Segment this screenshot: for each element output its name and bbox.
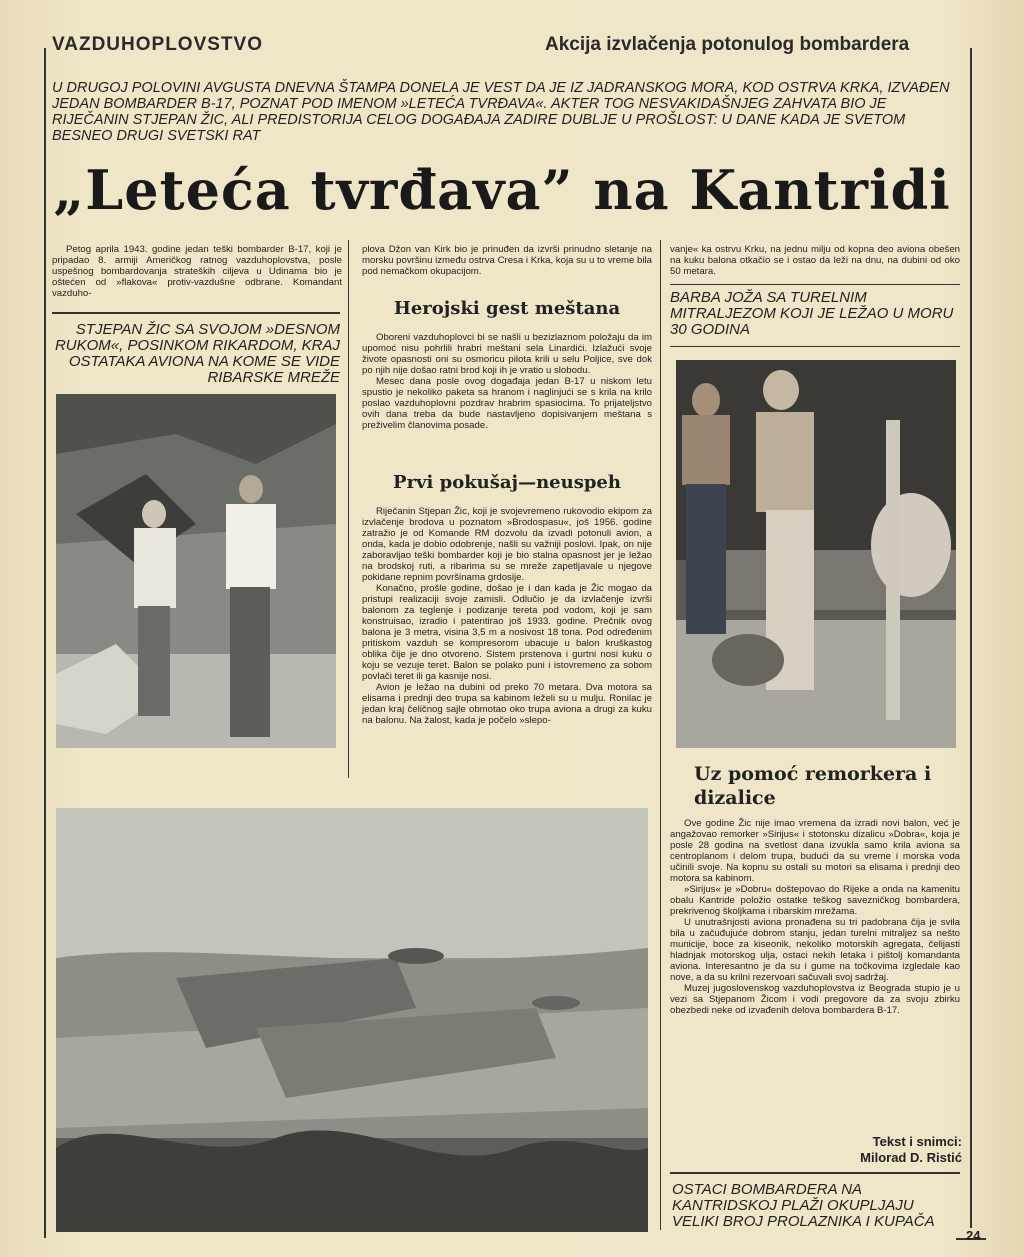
column-divider-1 <box>348 240 349 778</box>
paragraph: »Sirijus« je »Dobru« doštepovao do Rijeke a onda na kamenitu obalu Kantride položio ostatke teškog savezničkog bombardera, prekrivenog školjkama i ribarskim mrežama. <box>670 884 960 917</box>
subheading-first-attempt: Prvi pokušaj—neuspeh <box>393 472 621 493</box>
column-2-text-top <box>362 244 652 277</box>
paragraph: plova Džon van Kirk bio je prinuđen da izvrši prinudno sletanje na morsku površinu između ostrva Cresa i Krka, koja su u to vreme bila pod nemačkom okupacijom. <box>362 244 652 277</box>
column-divider-2 <box>660 240 661 1230</box>
paragraph: U unutrašnjosti aviona pronađena su tri padobrana čija je svila bila u začuđujuće dobrom stanju, jedan turelni mitraljez sa nešto municije, boce za kiseonik, nekoliko motorskih agregata, čelijasti hladnjak motorskog ulja, ostaci nekih letaka i pištolj komandanta aviona. Interesantno je da su i gume na točkovima izgledale kao nove, a da su krilni rezervoari sačuvali svoj sadržaj. <box>670 917 960 983</box>
photo-barba-joza-with-gun <box>676 360 956 748</box>
column-3-text-top <box>670 244 960 277</box>
photo-beach-wreckage <box>56 808 648 1232</box>
caption-rule <box>670 1172 960 1174</box>
credit-author: Milorad D. Ristić <box>860 1150 962 1165</box>
photo-caption-2: BARBA JOŽA SA TURELNIM MITRALJEZOM KOJI JE LEŽAO U MORU 30 GODINA <box>670 289 954 338</box>
paragraph: Avion je ležao na dubini od preko 70 metara. Dva motora sa elisama i prednji deo trupa sa kabinom leželi su u mulju. Ronilac je jedan kraj čeličnog sajle obmotao oko trupa aviona a drugi za kuku na balonu. Na žalost, kada je počelo »slepo- <box>362 682 652 726</box>
paragraph: Konačno, prošle godine, došao je i dan kada je Žic mogao da pristupi realizaciji svoje zamisli. Odlučio je da izvlačenje izvrši balonom za teglenje i podizanje tereta pod vodom, koji je sam konstruisao, izradio i patentirao još 1933. godine. Prečnik ovog balona je 3 metra, visina 3,5 m a nosivost 18 tona. Pod određenim pritiskom vazduh se kompresorom ubacuje u balon kruškastog oblika čije je dno otvoreno. Sistem prstenova i gurtni nosi kuku o koju se vezuje teret. Balon se polako puni i istovremeno za sobom povlači teret ili ga kasnije nosi. <box>362 583 652 682</box>
credit-label: Tekst i snimci: <box>872 1134 962 1149</box>
subheading-heroic-gesture: Herojski gest meštana <box>393 298 621 319</box>
column-1-text <box>52 244 342 299</box>
column-3-text-bottom <box>670 818 960 1016</box>
photo-image <box>56 394 336 748</box>
author-credit <box>760 1134 962 1166</box>
caption-rule <box>670 346 960 347</box>
subheading-tugboat-crane: Uz pomoć remorkera i dizalice <box>694 763 932 809</box>
paragraph: vanje« ka ostrvu Krku, na jednu milju od kopna deo aviona obešen na kuku balona otkačio se i ostao da leži na dnu, na dubini od oko 50 metara. <box>670 244 960 277</box>
left-border-rule <box>44 48 46 1238</box>
column-2-text-bottom <box>362 506 652 726</box>
article-intro: U DRUGOJ POLOVINI AVGUSTA DNEVNA ŠTAMPA DONELA JE VEST DA JE IZ JADRANSKOG MORA, KOD OSTRVA KRKA, IZVAĐEN JEDAN BOMBARDER B-17, POZNAT POD IMENOM »LETEĆA TVRĐAVA«. AKTER TOG NESVAKIDAŠNJEG ZAHVATA BIO JE RIJEČANIN STJEPAN ŽIC, ALI PREDISTORIJA CELOG DOGAĐAJA ZADIRE DUBLJE U PROŠLOST: U DANE KADA JE SVETOM BESNEO DRUGI SVETSKI RAT <box>52 80 950 144</box>
photo-zic-and-stepson <box>56 394 336 748</box>
section-title: VAZDUHOPLOVSTVO <box>52 34 263 55</box>
photo-caption-1: STJEPAN ŽIC SA SVOJOM »DESNOM RUKOM«, POSINKOM RIKARDOM, KRAJ OSTATAKA AVIONA NA KOME SE VIDE RIBARSKE MREŽE <box>54 321 340 386</box>
paragraph: Muzej jugoslovenskog vazduhoplovstva iz Beograda stupio je u vezi sa Stjepanom Žicom i vodi pregovore da za svoju zbirku obezbedi neke od izvađenih delova bombardera B-17. <box>670 983 960 1016</box>
right-border-rule <box>970 48 972 1228</box>
paragraph: Mesec dana posle ovog događaja jedan B-17 u niskom letu spustio je nekoliko paketa sa hranom i naglinjući se s krila na krilo poslao vazduhoplovni pozdrav hrabrim spasiocima. To prijateljstvo ovih dana treba da bude nastavljeno dopisivanjem meštana s preživelim članovima posade. <box>362 376 652 431</box>
paragraph: Ove godine Žic nije imao vremena da izradi novi balon, već je angažovao remorker »Sirijus« i stotonsku dizalicu »Dobra«, koja je posle 28 godina na svetlost dana izvukla samo krila aviona sa centroplanom i delom trupa, budući da su vreme i morska voda učinili svoje. Na kopnu su ostali su motori sa elisama i prednji deo motora sa kabinom. <box>670 818 960 884</box>
photo-image <box>56 808 648 1232</box>
column-2-text-mid <box>362 332 652 431</box>
page-number: 24 <box>966 1228 981 1243</box>
caption-rule <box>52 312 340 314</box>
photo-image <box>676 360 956 748</box>
caption-rule <box>670 284 960 285</box>
paragraph: Oboreni vazduhoplovci bi se našli u bezizlaznom položaju da im upomoć nisu pohrlili hrabri meštani sela Linardići. Izlažući svoje živote opasnosti oni su osmoricu pilota krili u selu Poljice, sve dok po njih nije došao ratni brod koji ih je vratio u slobodu. <box>362 332 652 376</box>
photo-caption-3: OSTACI BOMBARDERA NA KANTRIDSKOJ PLAŽI OKUPLJAJU VELIKI BROJ PROLAZNIKA I KUPAČA <box>672 1181 935 1230</box>
article-headline: „Leteća tvrđava” na Kantridi <box>53 158 951 222</box>
paragraph: Riječanin Stjepan Žic, koji je svojevremeno rukovodio ekipom za izvlačenje brodova u poznatom »Brodospasu«, još 1956. godine zatražio je od Komande RM dozvolu da izvadi potonuli avion, a onda, kada je dobio odobrenje, našli su važniji poslovi. Ipak, on nije zaboravljao teški bombarder koji je bio stalna opasnost jer je ležao na brodskoj ruti, a ribarima su se mreže zapetljavale u njegove pokidane repnim površinama grdosije. <box>362 506 652 583</box>
article-kicker: Akcija izvlačenja potonulog bombardera <box>545 34 910 55</box>
paragraph: Petog aprila 1943. godine jedan teški bombarder B-17, koji je pripadao 8. armiji Američkog ratnog vazduhoplovstva, posle uspešnog bombardovanja strateških ciljeva u Udinama bio je oštećen od »flakova« protiv-vazdušne odbrane. Komandant vazduho- <box>52 244 342 299</box>
